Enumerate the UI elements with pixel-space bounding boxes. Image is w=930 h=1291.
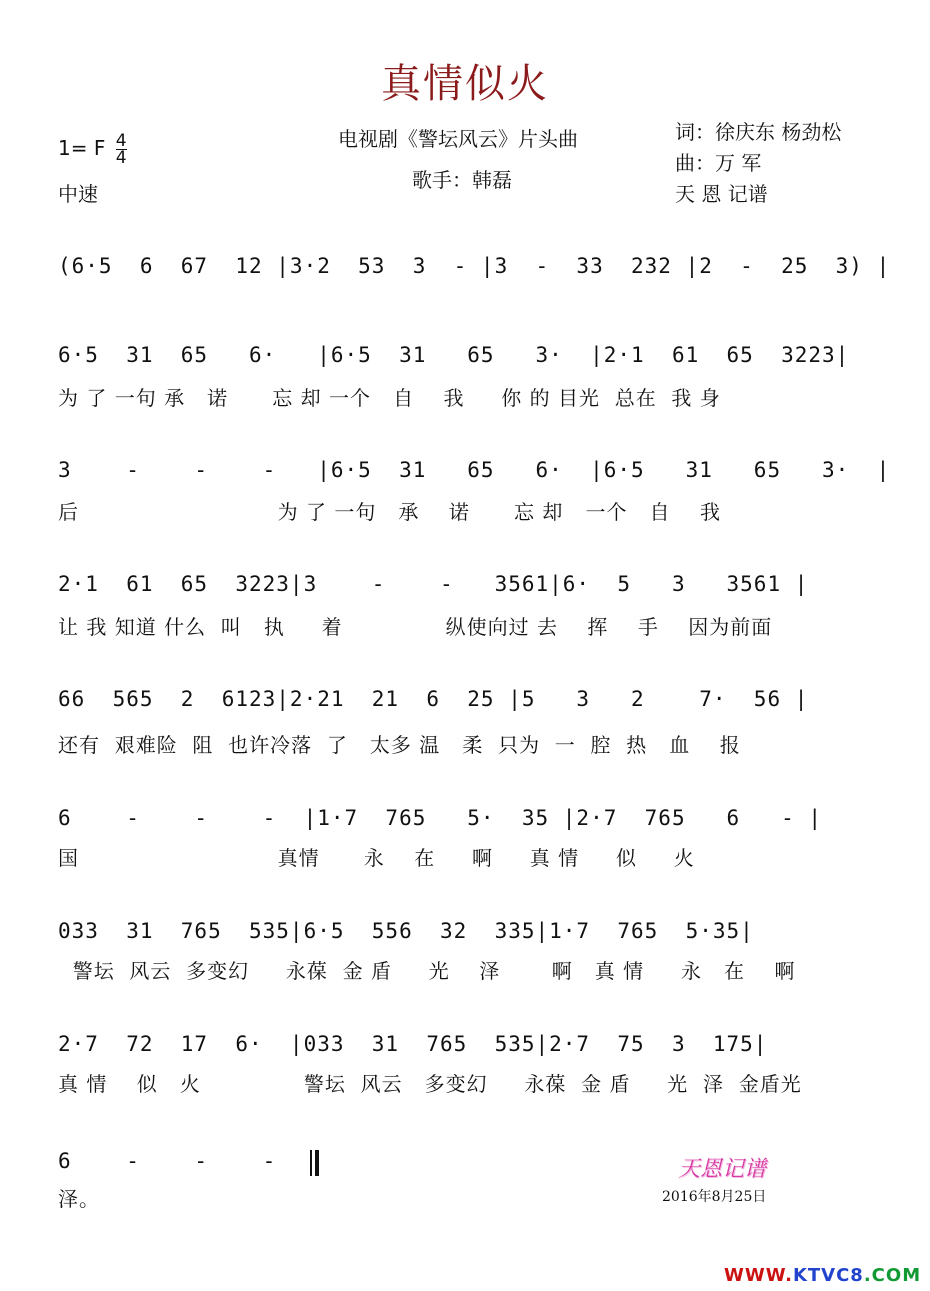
lyric-line-4: 让 我 知道 什么 叫 执 着 纵使向过 去 挥 手 因为前面 — [58, 615, 773, 639]
lyric-line-6: 国 真情 永 在 啊 真 情 似 火 — [58, 846, 695, 870]
notation-line-4: 2·1 61 65 3223|3 - - 3561|6· 5 3 3561 | — [58, 572, 809, 596]
notation-line-7: 033 31 765 535|6·5 556 32 335|1·7 765 5·35| — [58, 919, 754, 943]
transcription-date: 2016年8月25日 — [662, 1189, 767, 1205]
url-part-www: WWW. — [724, 1265, 793, 1286]
notation-line-8: 2·7 72 17 6· |033 31 765 535|2·7 75 3 175| — [58, 1032, 768, 1056]
notation-line-9: 6 - - - — [58, 1149, 304, 1173]
score-line-8 — [58, 1032, 878, 1072]
notation-line-1: (6·5 6 67 12 |3·2 53 3 - |3 - 33 232 |2 - 25 3) | — [58, 254, 891, 278]
score-line-1 — [58, 254, 891, 294]
lyric-line-9: 泽。 — [58, 1187, 100, 1211]
subtitle: 电视剧《警坛风云》片头曲 — [338, 127, 578, 151]
notation-line-3: 3 - - - |6·5 31 65 6· |6·5 31 65 3· | — [58, 458, 891, 482]
notation-line-5: 66 565 2 6123|2·21 21 6 25 |5 3 2 7· 56 | — [58, 687, 809, 711]
composer: 曲：万 军 — [675, 151, 762, 175]
url-part-tld: .COM — [863, 1265, 922, 1286]
score-line-5 — [58, 687, 878, 727]
singer: 歌手：韩磊 — [412, 168, 512, 192]
lyric-line-5: 还有 艰难险 阻 也许冷落 了 太多 温 柔 只为 一 腔 热 血 报 — [58, 733, 741, 757]
page-title: 真情似火 — [381, 61, 549, 107]
url-part-site: KTVC8 — [792, 1265, 864, 1286]
notation-line-6: 6 - - - |1·7 765 5· 35 |2·7 765 6 - | — [58, 806, 823, 830]
transcriber-stamp: 天恩记谱 — [678, 1157, 767, 1182]
notation-line-2: 6·5 31 65 6· |6·5 31 65 3· |2·1 61 65 3223| — [58, 343, 850, 367]
time-sig-bottom: 4 — [115, 148, 127, 168]
transcriber: 天 恩 记谱 — [675, 182, 768, 206]
score-line-7 — [58, 919, 878, 959]
lyric-line-7: 警坛 风云 多变幻 永葆 金 盾 光 泽 啊 真 情 永 在 啊 — [58, 959, 796, 983]
score-line-4 — [58, 572, 878, 612]
score-line-6 — [58, 806, 878, 846]
score-line-3 — [58, 458, 891, 498]
key-label: 1= F — [58, 136, 106, 160]
lyric-line-8: 真 情 似 火 警坛 风云 多变幻 永葆 金 盾 光 泽 金盾光 — [58, 1072, 802, 1096]
lyric-line-3: 后 为 了 一句 承 诺 忘 却 一个 自 我 — [58, 500, 721, 524]
time-signature — [116, 133, 127, 166]
key-signature — [58, 133, 127, 166]
time-sig-top: 4 — [115, 131, 127, 151]
lyric-line-2: 为 了 一句 承 诺 忘 却 一个 自 我 你 的 目光 总在 我 身 — [58, 386, 721, 410]
score-line-2 — [58, 343, 878, 383]
final-barline — [310, 1150, 320, 1176]
tempo-marking: 中速 — [58, 182, 98, 206]
lyricist: 词：徐庆东 杨劲松 — [675, 120, 842, 144]
website-watermark — [724, 1265, 921, 1286]
